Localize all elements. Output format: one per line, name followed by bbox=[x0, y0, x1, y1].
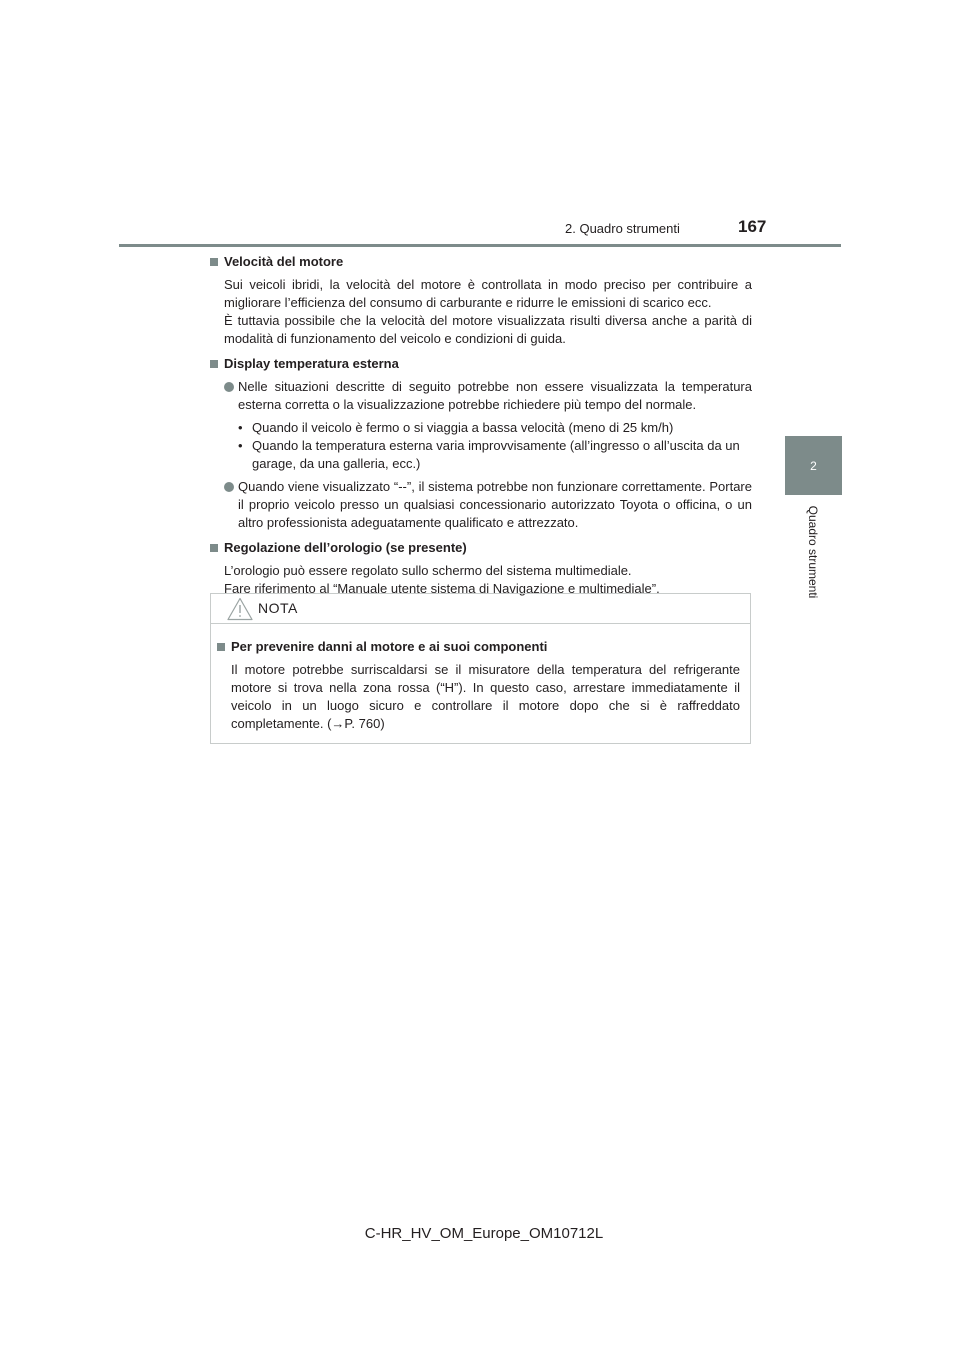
circle-bullet-icon bbox=[224, 382, 234, 392]
paragraph-line: È tuttavia possibile che la velocità del motore visualizzata risulti diversa anche a parità di modalità di funzionamento del veicolo e condizioni di guida. bbox=[224, 313, 752, 346]
section-paragraph bbox=[224, 276, 752, 348]
section-heading-engine-speed bbox=[210, 253, 752, 271]
notice-label: NOTA bbox=[258, 600, 298, 616]
notice-body bbox=[211, 624, 750, 733]
header-divider bbox=[119, 244, 841, 247]
section-heading-clock bbox=[210, 539, 752, 557]
section-title: Display temperatura esterna bbox=[224, 356, 399, 371]
sub-bullet-item bbox=[238, 419, 752, 437]
square-bullet-icon bbox=[217, 643, 225, 651]
dot-bullet-icon: • bbox=[238, 420, 243, 435]
paragraph-line: L’orologio può essere regolato sullo schermo del sistema multimediale. bbox=[224, 563, 632, 578]
header-section-title: 2. Quadro strumenti bbox=[565, 221, 680, 236]
list-item-text: Quando viene visualizzato “--”, il sistema potrebbe non funzionare correttamente. Portare il proprio veicolo presso un qualsiasi concessionario autorizzato Toyota o officina, o un altro professionista adeguatamente qualificato e attrezzato. bbox=[238, 479, 752, 530]
warning-triangle-icon bbox=[227, 597, 253, 621]
chapter-tab bbox=[785, 436, 842, 495]
section-heading-outside-temp bbox=[210, 355, 752, 373]
dot-bullet-icon: • bbox=[238, 438, 243, 453]
sub-bullet-text: Quando la temperatura esterna varia improvvisamente (all’ingresso o all’uscita da un garage, da una galleria, ecc.) bbox=[252, 438, 740, 471]
notice-heading bbox=[217, 638, 740, 656]
footer-document-id: C-HR_HV_OM_Europe_OM10712L bbox=[364, 1225, 604, 1242]
notice-header bbox=[211, 594, 750, 624]
square-bullet-icon bbox=[210, 360, 218, 368]
section-title: Regolazione dell’orologio (se presente) bbox=[224, 540, 467, 555]
sub-bullet-list bbox=[210, 419, 752, 473]
chapter-side-label-text: Quadro strumenti bbox=[806, 505, 820, 599]
circle-bullet-icon bbox=[224, 482, 234, 492]
list-item bbox=[224, 378, 752, 414]
list-item bbox=[224, 478, 752, 532]
main-content bbox=[210, 253, 752, 605]
sub-bullet-item bbox=[238, 437, 752, 473]
page-number: 167 bbox=[738, 217, 767, 236]
notice-text: Il motore potrebbe surriscaldarsi se il misuratore della temperatura del refrigerante motore si trova nella zona rossa (“H”). In questo caso, arrestare immediatamente il veicolo in un luogo sicuro e controllare il motore dopo che si è raffreddato completamente. (→P. 760) bbox=[231, 662, 740, 731]
paragraph-line: Sui veicoli ibridi, la velocità del motore è controllata in modo preciso per contribuire a migliorare l’efficienza del consumo di carburante e ridurre le emissioni di scarico ecc. bbox=[224, 277, 752, 310]
chapter-tab-number: 2 bbox=[810, 458, 817, 473]
list-item-text: Nelle situazioni descritte di seguito potrebbe non essere visualizzata la temperatura esterna corretta o la visualizzazione potrebbe richiedere più tempo del normale. bbox=[238, 379, 752, 412]
notice-box bbox=[210, 593, 751, 744]
square-bullet-icon bbox=[210, 258, 218, 266]
chapter-side-label bbox=[805, 497, 821, 607]
sub-bullet-text: Quando il veicolo è fermo o si viaggia a bassa velocità (meno di 25 km/h) bbox=[252, 420, 674, 435]
square-bullet-icon bbox=[210, 544, 218, 552]
paragraph-line: Fare riferimento al “Manuale utente sistema di Navigazione e multimediale”. bbox=[224, 581, 660, 596]
section-title: Velocità del motore bbox=[224, 254, 344, 269]
notice-title: Per prevenire danni al motore e ai suoi componenti bbox=[231, 639, 548, 654]
